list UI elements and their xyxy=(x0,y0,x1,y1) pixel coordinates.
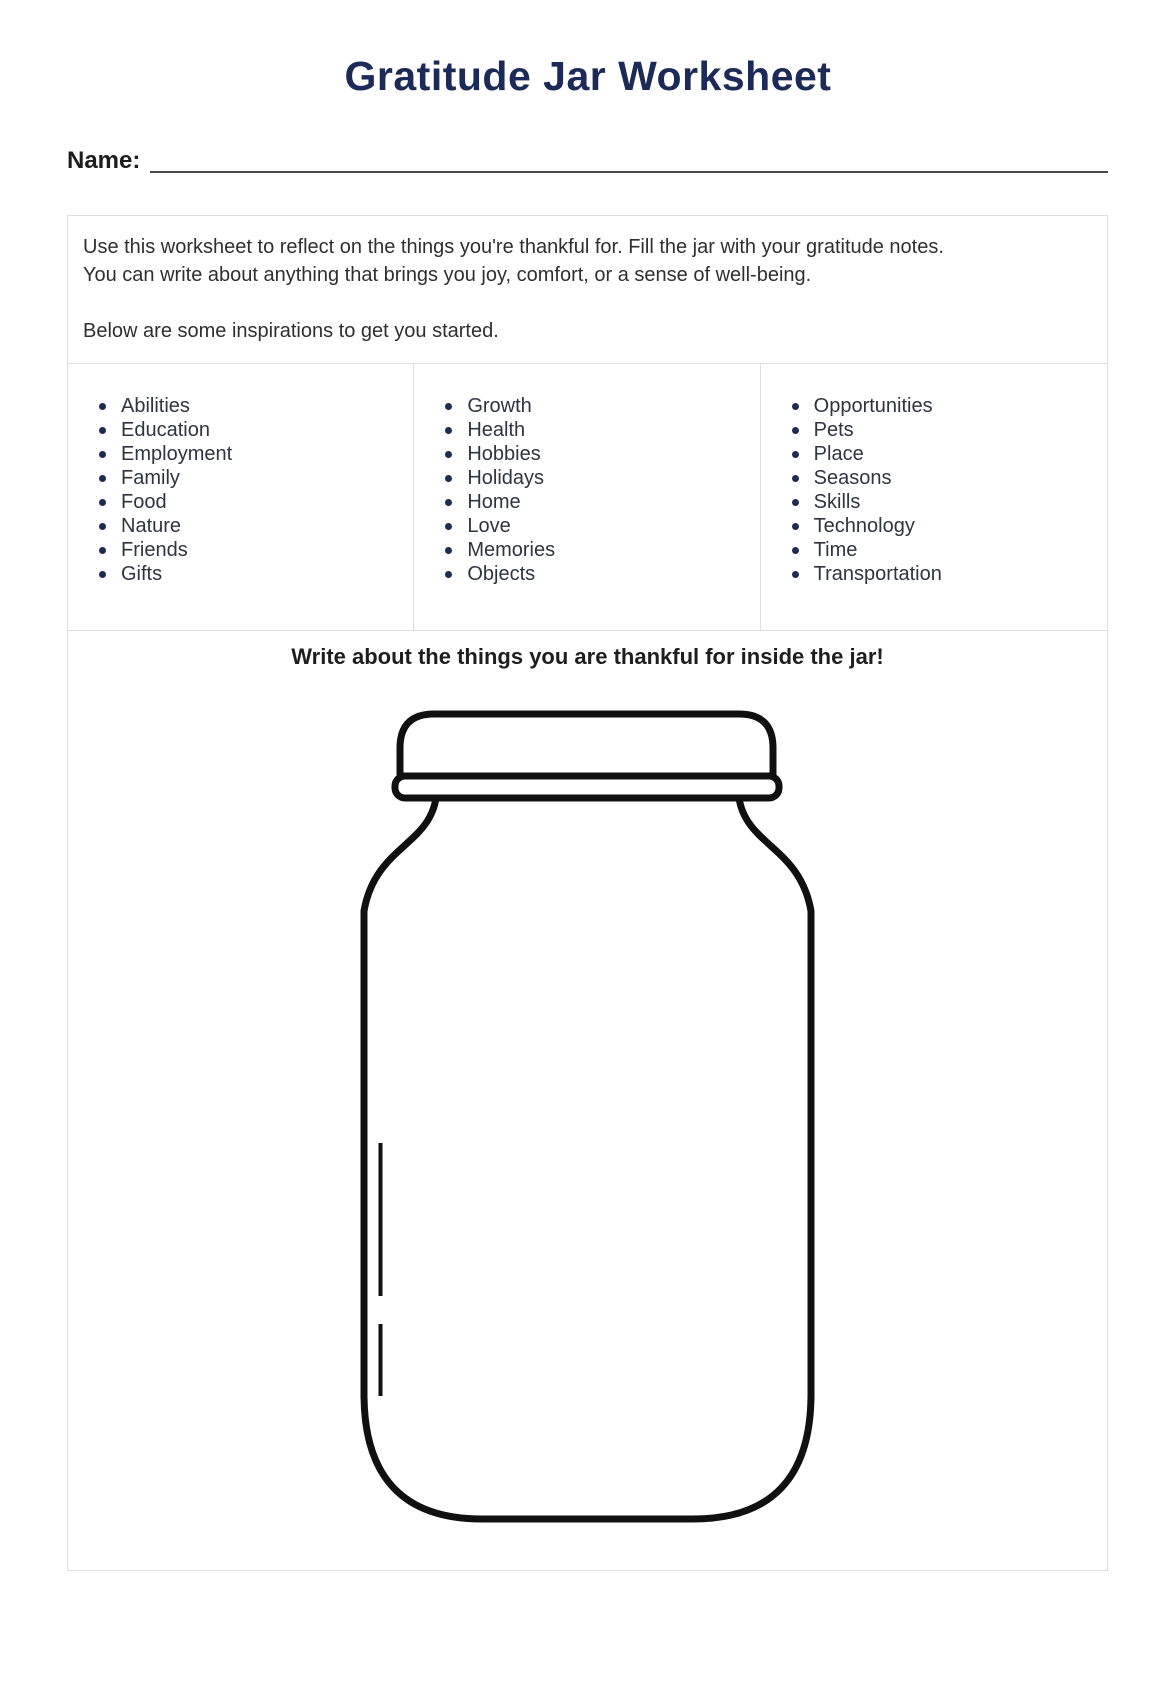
inspiration-item: Family xyxy=(68,466,413,490)
inspiration-lists xyxy=(68,364,1107,631)
inspiration-item: Seasons xyxy=(761,466,1107,490)
jar-lid-icon xyxy=(400,714,773,776)
intro-inspirations-note: Below are some inspirations to get you started. xyxy=(83,320,499,343)
inspiration-item: Opportunities xyxy=(761,394,1107,418)
inspiration-column-2 xyxy=(414,364,760,630)
jar-body-outline xyxy=(364,786,811,1519)
inspiration-item: Gifts xyxy=(68,562,413,586)
worksheet-page xyxy=(0,52,1176,1571)
name-label: Name: xyxy=(67,147,141,175)
inspiration-item: Objects xyxy=(414,562,759,586)
inspiration-item: Holidays xyxy=(414,466,759,490)
inspiration-item: Health xyxy=(414,418,759,442)
jar-section xyxy=(68,631,1107,1531)
inspiration-column-3 xyxy=(761,364,1107,630)
intro-text-line-2: You can write about anything that brings you joy, comfort, or a sense of well-being. xyxy=(83,264,812,287)
inspiration-item: Employment xyxy=(68,442,413,466)
intro-section xyxy=(68,216,1107,364)
name-input-line[interactable] xyxy=(150,147,1108,173)
page-title: Gratitude Jar Worksheet xyxy=(344,53,832,99)
inspiration-item: Abilities xyxy=(68,394,413,418)
inspiration-item: Friends xyxy=(68,538,413,562)
inspiration-item: Growth xyxy=(414,394,759,418)
inspiration-item: Pets xyxy=(761,418,1107,442)
inspiration-item: Love xyxy=(414,514,759,538)
name-row xyxy=(67,147,1108,175)
inspiration-item: Hobbies xyxy=(414,442,759,466)
gratitude-jar-illustration[interactable] xyxy=(354,706,821,1531)
inspiration-item: Food xyxy=(68,490,413,514)
inspiration-item: Time xyxy=(761,538,1107,562)
intro-text-line-1: Use this worksheet to reflect on the things you're thankful for. Fill the jar with your gratitude notes. xyxy=(83,236,944,259)
jar-section-heading: Write about the things you are thankful for inside the jar! xyxy=(291,644,884,670)
inspiration-item: Place xyxy=(761,442,1107,466)
inspiration-item: Technology xyxy=(761,514,1107,538)
worksheet-box xyxy=(67,215,1108,1571)
inspiration-item: Memories xyxy=(414,538,759,562)
inspiration-item: Home xyxy=(414,490,759,514)
jar-lid-rim xyxy=(395,776,779,798)
inspiration-item: Education xyxy=(68,418,413,442)
inspiration-item: Skills xyxy=(761,490,1107,514)
inspiration-item: Transportation xyxy=(761,562,1107,586)
inspiration-item: Nature xyxy=(68,514,413,538)
inspiration-column-1 xyxy=(68,364,414,630)
